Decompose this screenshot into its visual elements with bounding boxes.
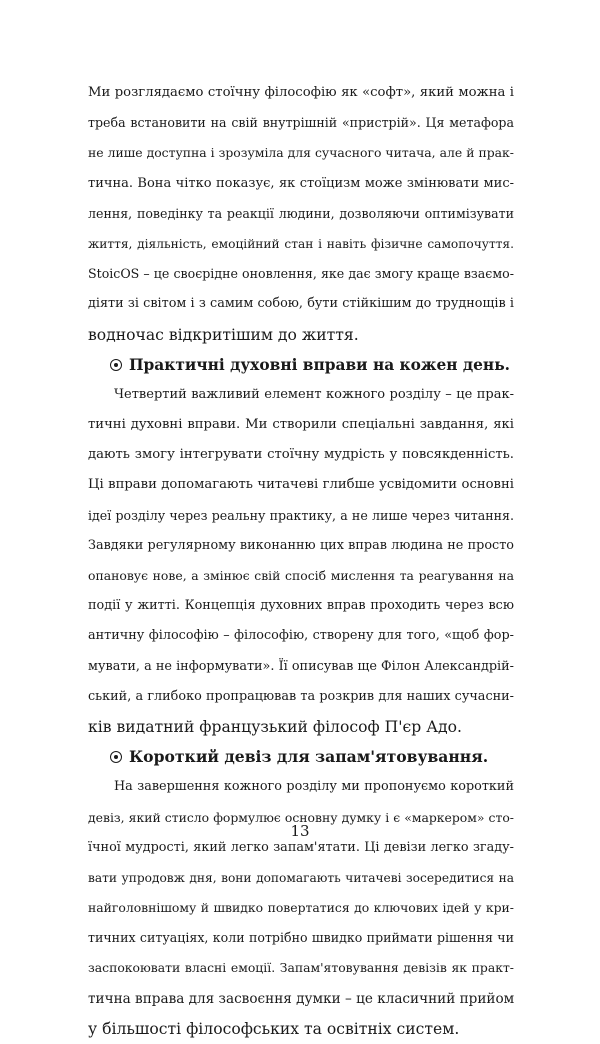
- paragraph-2: [88, 380, 514, 742]
- text-line: Завдяки регулярному виконанню цих вправ людина не просто: [88, 537, 514, 553]
- text-line: Ми розглядаємо стоїчну філософію як «софт», який можна і: [88, 85, 514, 100]
- heading-text: Практичні духовні вправи на кожен день.: [129, 355, 510, 374]
- text-line: тичні духовні вправи. Ми створили спеціальні завдання, які: [88, 417, 514, 433]
- text-line: вати упродовж дня, вони допомагають читачеві зосередитися на: [88, 870, 514, 885]
- text-line: треба встановити на свій внутрішній «пристрій». Ця метафора: [88, 115, 514, 131]
- paragraph-1: [88, 78, 514, 350]
- text-line: тична. Вона чітко показує, як стоїцизм може змінювати мис-: [88, 175, 514, 191]
- circle-bullet-icon: [110, 751, 122, 763]
- text-line: їчної мудрості, який легко запам'ятати. Ці девізи легко згаду-: [88, 839, 514, 855]
- text-line: девіз, який стисло формулює основну думку і є «маркером» сто-: [88, 809, 514, 825]
- text-line: найголовнішому й швидко повертатися до ключових ідей у кри-: [88, 900, 514, 916]
- text-line: ків видатний французький філософ П'єр Адо.: [88, 717, 462, 736]
- text-line: На завершення кожного розділу ми пропонуємо короткий: [114, 779, 514, 795]
- text-line: у більшості філософських та освітніх систем.: [88, 1019, 460, 1038]
- text-line: тичних ситуаціях, коли потрібно швидко приймати рішення чи: [88, 930, 514, 946]
- text-line: Четвертий важливий елемент кожного розділу – це прак-: [114, 386, 514, 402]
- text-line: заспокоювати власні емоції. Запам'ятовування девізів як практ-: [88, 960, 514, 976]
- text-line: тична вправа для засвоєння думки – це класичний прийом: [88, 990, 515, 1007]
- circle-bullet-icon: [110, 359, 122, 371]
- text-line: ідеї розділу через реальну практику, а не лише через читання.: [88, 507, 514, 523]
- text-line: дають змогу інтегрувати стоїчну мудрість у повсякденність.: [88, 447, 514, 463]
- text-line: StoicOS – це своєрідне оновлення, яке дає змогу краще взаємо-: [88, 266, 514, 282]
- section-heading-exercises: [88, 350, 514, 380]
- text-line: лення, поведінку та реакції людини, дозволяючи оптимізувати: [88, 205, 514, 221]
- text-line: життя, діяльність, емоційний стан і навіть фізичне самопочуття.: [88, 236, 514, 251]
- page-body: [88, 78, 514, 1044]
- text-line: Ці вправи допомагають читачеві глибше усвідомити основні: [88, 477, 514, 493]
- section-heading-motto: [88, 742, 514, 772]
- text-line: водночас відкритішим до життя.: [88, 325, 359, 344]
- text-line: мувати, а не інформувати». Її описував ще Філон Александрій-: [88, 658, 514, 674]
- text-line: опановує нове, а змінює свій спосіб мислення та реагування на: [88, 568, 514, 583]
- text-line: ський, а глибоко пропрацював та розкрив для наших сучасни-: [88, 688, 514, 704]
- text-line: не лише доступна і зрозуміла для сучасного читача, але й прак-: [88, 145, 514, 161]
- page-number: 13: [290, 822, 310, 840]
- heading-text: Короткий девіз для запам'ятовування.: [129, 747, 489, 767]
- text-line: діяти зі світом і з самим собою, бути стійкішим до труднощів і: [88, 296, 514, 312]
- text-line: античну філософію – філософію, створену для того, «щоб фор-: [88, 628, 514, 644]
- paragraph-3: [88, 772, 514, 1044]
- text-line: події у житті. Концепція духовних вправ проходить через всю: [88, 598, 514, 614]
